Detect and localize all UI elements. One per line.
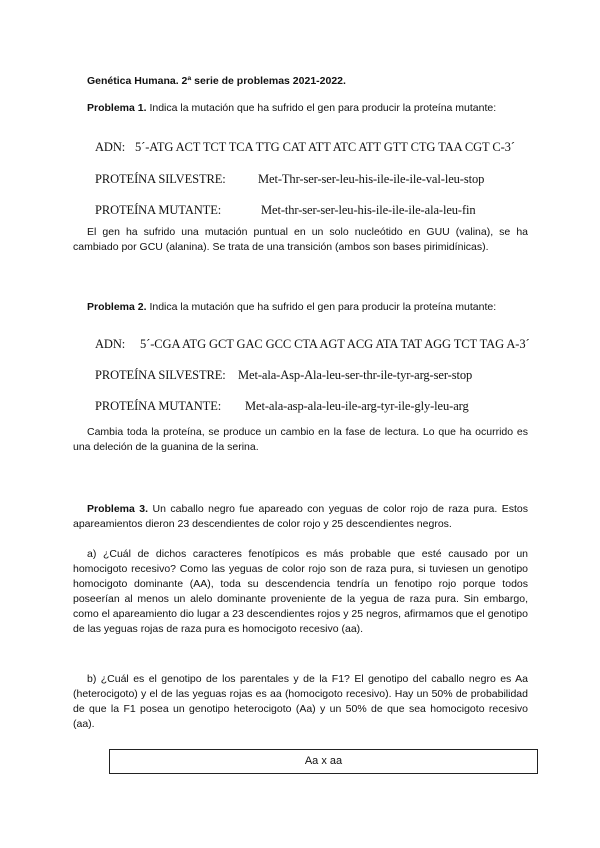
problem1-question: Indica la mutación que ha sufrido el gen para producir la proteína mutante: [146,102,497,114]
problem3-part-b: b) ¿Cuál es el genotipo de los parentales y de la F1? El genotipo del caballo negro es Aa (heterocigoto) y el de las yeguas rojas es aa (homocigoto recesivo). Hay un 50% de probabilidad de que la F1 posea un genotipo heterocigoto (Aa) y un 50% de que sea homocigoto recesivo (aa). [73,673,528,730]
problem1-heading: Problema 1. [87,102,147,114]
problem2-answer: Cambia toda la proteína, se produce un cambio en la fase de lectura. Lo que ha ocurrido es una deleción de la guanina de la serina. [73,426,528,453]
problem1-wild-label: PROTEÍNA SILVESTRE: [95,172,226,186]
cross-result-box: Aa x aa [109,749,538,774]
problem1-mutant-label: PROTEÍNA MUTANTE: [95,203,222,217]
document-title: Genética Humana. 2ª serie de problemas 2021-2022. [87,75,346,87]
problem2-wild-protein-line [95,368,472,383]
problem3-statement: Un caballo negro fue apareado con yeguas de color rojo de raza pura. Estos apareamientos dieron 23 descendientes de color rojo y 25 descendientes negros. [73,503,528,530]
problem2-mutant-protein-line [95,399,469,414]
problem1-dna-sequence: 5´-ATG ACT TCT TCA TTG CAT ATT ATC ATT GTT CTG TAA CGT C-3´ [135,140,515,154]
problem1-mutant-sequence: Met-thr-ser-ser-leu-his-ile-ile-ile-ala-leu-fin [261,203,476,217]
problem2-mutant-label: PROTEÍNA MUTANTE: [95,399,222,413]
problem2-wild-label: PROTEÍNA SILVESTRE: [95,368,226,382]
problem3-heading: Problema 3. [87,503,149,515]
problem1-answer: El gen ha sufrido una mutación puntual en un solo nucleótido en GUU (valina), se ha cambiado por GCU (alanina). Se trata de una transición (ambos son bases pirimidínicas). [73,226,528,253]
problem1-wild-protein-line [95,172,484,187]
problem1-wild-sequence: Met-Thr-ser-ser-leu-his-ile-ile-ile-val-leu-stop [258,172,485,186]
problem1-dna-line [95,140,515,155]
problem2-heading: Problema 2. [87,301,147,313]
problem2-dna-line [95,337,530,352]
problem1-dna-label: ADN: [95,140,126,154]
problem2-question: Indica la mutación que ha sufrido el gen para producir la proteína mutante: [146,301,497,313]
problem2-dna-sequence: 5´-CGA ATG GCT GAC GCC CTA AGT ACG ATA TAT AGG TCT TAG A-3´ [140,337,530,351]
problem1-header [87,101,496,116]
problem3-statement-block [73,502,528,532]
problem2-header [87,300,496,315]
problem2-wild-sequence: Met-ala-Asp-Ala-leu-ser-thr-ile-tyr-arg-ser-stop [238,368,473,382]
problem2-mutant-sequence: Met-ala-asp-ala-leu-ile-arg-tyr-ile-gly-leu-arg [245,399,469,413]
problem3-part-a: a) ¿Cuál de dichos caracteres fenotípicos es más probable que esté causado por un homocigoto recesivo? Como las yeguas de color rojo son de raza pura, si tuviesen un genotipo homocigoto dominante (AA), toda su descendencia tendría un fenotipo rojo porque todos poseerían al menos un alelo dominante proveniente de la yegua de raza pura. Sin embargo, como el apareamiento dio lugar a 23 descendientes rojos y 25 negros, afirmamos que el genotipo de las yeguas rojas de raza pura es homocigoto recesivo (aa). [73,548,528,635]
problem1-mutant-protein-line [95,203,476,218]
problem2-dna-label: ADN: [95,337,126,351]
